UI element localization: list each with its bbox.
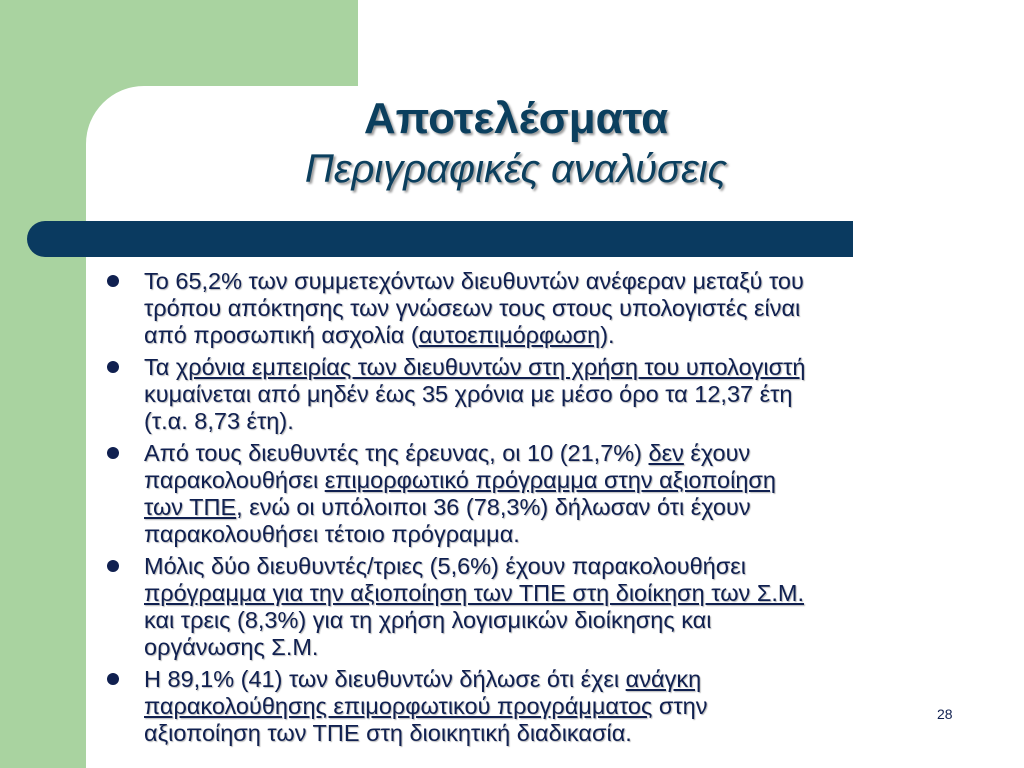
bullet-text: παρακολουθήσει τέτοιο πρόγραμμα. (144, 521, 520, 547)
underlined-text: παρακολούθησης επιμορφωτικού προγράμματος (144, 693, 653, 719)
bullet-text: Το 65,2% των συμμετεχόντων διευθυντών ανέφεραν μεταξύ του (144, 268, 804, 294)
bullet-list (104, 268, 964, 752)
bullet-text: στην (652, 693, 708, 719)
underlined-text: ανάγκη (625, 666, 702, 692)
slide-title: Αποτελέσματα (363, 94, 669, 143)
bullet-text: αξιοποίηση των ΤΠΕ στη διοικητική διαδικασία. (144, 720, 632, 746)
bullet-text: (τ.α. 8,73 έτη). (144, 408, 294, 434)
bullet-line (144, 354, 964, 381)
bullet-item (104, 553, 964, 661)
bullet-text: Μόλις δύο διευθυντές/τριες (5,6%) έχουν παρακολουθήσει (144, 553, 746, 579)
bullet-line (144, 408, 964, 435)
bullet-text: και τρεις (8,3%) για τη χρήση λογισμικών διοίκησης και (144, 607, 712, 633)
bullet-line (144, 440, 964, 467)
bullet-line (144, 553, 964, 580)
bullet-line (144, 295, 964, 322)
bullet-text: , ενώ οι υπόλοιποι 36 (78,3%) δήλωσαν ότι έχουν (236, 494, 751, 520)
underlined-text: επιμορφωτικό πρόγραμμα στην αξιοποίηση (324, 467, 776, 493)
underlined-text: χρόνια εμπειρίας των διευθυντών στη χρήση του υπολογιστή (175, 354, 806, 380)
bullet-line (144, 322, 964, 349)
title-area (86, 94, 946, 192)
bullet-line (144, 521, 964, 548)
bullet-text: Από τους διευθυντές της έρευνας, οι 10 (21,7%) (144, 440, 649, 466)
bullet-dot-icon (107, 447, 119, 459)
bullet-text: Τα (144, 354, 176, 380)
bullet-line (144, 634, 964, 661)
underlined-text: πρόγραμμα για την αξιοποίηση των ΤΠΕ στη διοίκηση των Σ.Μ. (144, 580, 804, 606)
bullet-dot-icon (107, 361, 119, 373)
bullet-line (144, 381, 964, 408)
bullet-text: από προσωπική ασχολία ( (144, 322, 419, 348)
bullet-item (104, 666, 964, 747)
bullet-text: παρακολουθήσει (144, 467, 325, 493)
bullet-item (104, 354, 964, 435)
bullet-text: κυμαίνεται από μηδέν έως 35 χρόνια με μέσο όρο τα 12,37 έτη (144, 381, 793, 407)
bullet-text: ). (600, 322, 615, 348)
bullet-item (104, 268, 964, 349)
bullet-dot-icon (107, 673, 119, 685)
bullet-text: οργάνωσης Σ.Μ. (144, 634, 319, 660)
bullet-line (144, 693, 964, 720)
underlined-text: δεν (648, 440, 684, 466)
bullet-line (144, 607, 964, 634)
title-divider-bar (27, 221, 853, 257)
bullet-line (144, 268, 964, 295)
bullet-text: τρόπου απόκτησης των γνώσεων τους στους υπολογιστές είναι (144, 295, 801, 321)
bullet-text: Η 89,1% (41) των διευθυντών δήλωσε ότι έχει (144, 666, 626, 692)
underlined-text: των ΤΠΕ (144, 494, 237, 520)
bullet-line (144, 720, 964, 747)
underlined-text: αυτοεπιμόρφωση (418, 322, 601, 348)
bullet-dot-icon (107, 560, 119, 572)
bullet-item (104, 440, 964, 548)
bullet-line (144, 580, 964, 607)
bullet-text: έχουν (683, 440, 751, 466)
bullet-line (144, 494, 964, 521)
page-number: 28 (937, 706, 953, 722)
bullet-line (144, 467, 964, 494)
slide-subtitle: Περιγραφικές αναλύσεις (304, 147, 728, 191)
bullet-dot-icon (107, 275, 119, 287)
bullet-line (144, 666, 964, 693)
